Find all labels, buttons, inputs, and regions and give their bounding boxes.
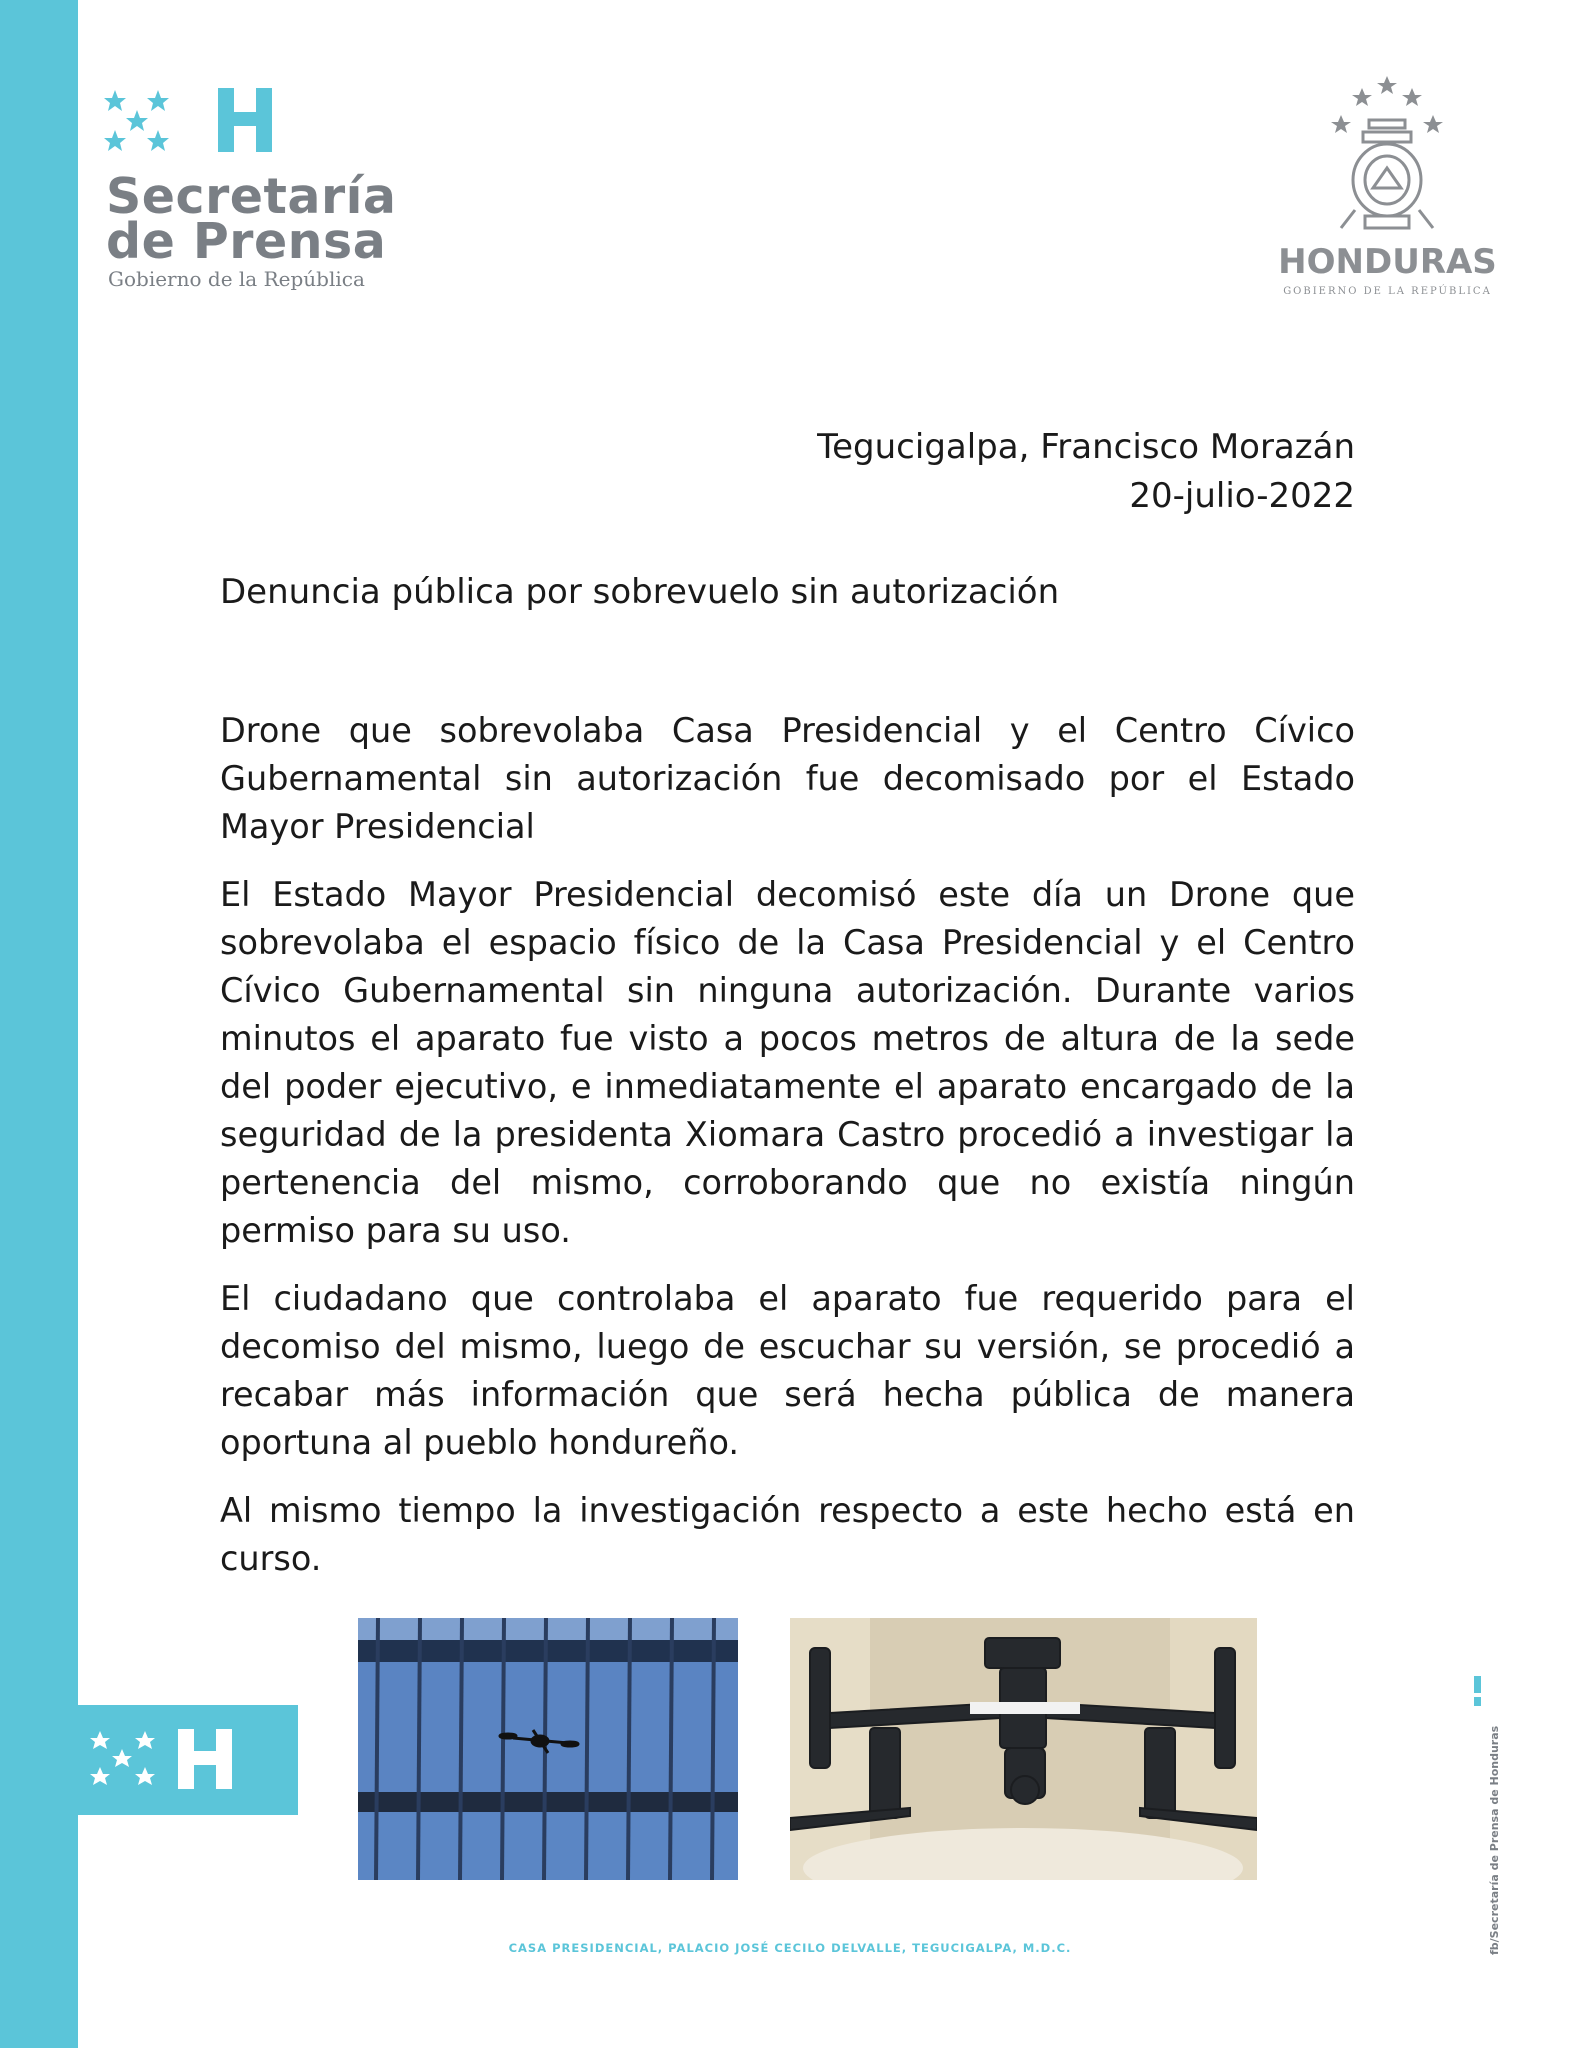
logo-line-de-prensa: de Prensa: [106, 213, 387, 270]
paragraph: El ciudadano que controlaba el aparato fue requerido para el decomiso del mismo, luego de escuchar su versión, se procedió a recabar más información que será hecha pública de manera oportuna al pueblo hondureño.: [220, 1279, 1355, 1462]
side-accent-mark: [1474, 1676, 1481, 1693]
paragraph: Al mismo tiempo la investigación respecto a este hecho está en curso.: [220, 1491, 1355, 1578]
logo-line-secretaria: Secretaría: [106, 168, 397, 225]
honduras-coat-of-arms-logo: [1265, 70, 1510, 310]
paragraph: Drone que sobrevolaba Casa Presidencial y el Centro Cívico Gubernamental sin autorización fue decomisado por el Estado Mayor Presidencial: [220, 711, 1355, 846]
facebook-handle-text: fb/Secretaría de Prensa de Honduras: [1488, 1725, 1501, 1955]
drone-in-flight-photo: [358, 1618, 738, 1880]
letter-body: [220, 707, 1355, 1603]
letter-place: Tegucigalpa, Francisco Morazán: [817, 427, 1355, 467]
logo-gobierno-text: GOBIERNO DE LA REPÚBLICA: [1283, 286, 1492, 297]
stars-h-emblem-icon: [78, 1705, 298, 1815]
stars-h-logo-icon: [100, 80, 280, 160]
h-brand-tab: [78, 1705, 298, 1815]
seized-drone-photo: [790, 1618, 1257, 1880]
left-accent-bar: [0, 0, 78, 2048]
paragraph: El Estado Mayor Presidencial decomisó este día un Drone que sobrevolaba el espacio físico de la Casa Presidencial y el Centro Cívico Gubernamental sin ninguna autorización. Durante varios minutos el aparato fue visto a pocos metros de altura de la sede del poder ejecutivo, e inmediatamente el aparato encargado de la seguridad de la presidenta Xiomara Castro procedió a investigar la pertenencia del mismo, corroborando que no existía ningún permiso para su uso.: [220, 875, 1355, 1250]
footer-address: CASA PRESIDENCIAL, PALACIO JOSÉ CECILO DELVALLE, TEGUCIGALPA, M.D.C.: [508, 1941, 1072, 1955]
logo-honduras-text: HONDURAS: [1278, 242, 1497, 282]
letter-date: 20-julio-2022: [1129, 476, 1355, 516]
side-accent-mark: [1474, 1697, 1481, 1706]
letter-subject: Denuncia pública por sobrevuelo sin autorización: [220, 572, 1060, 612]
secretaria-prensa-logo: [100, 80, 440, 300]
coat-of-arms-icon: [1265, 70, 1510, 240]
logo-line-gobierno: Gobierno de la República: [108, 267, 365, 291]
